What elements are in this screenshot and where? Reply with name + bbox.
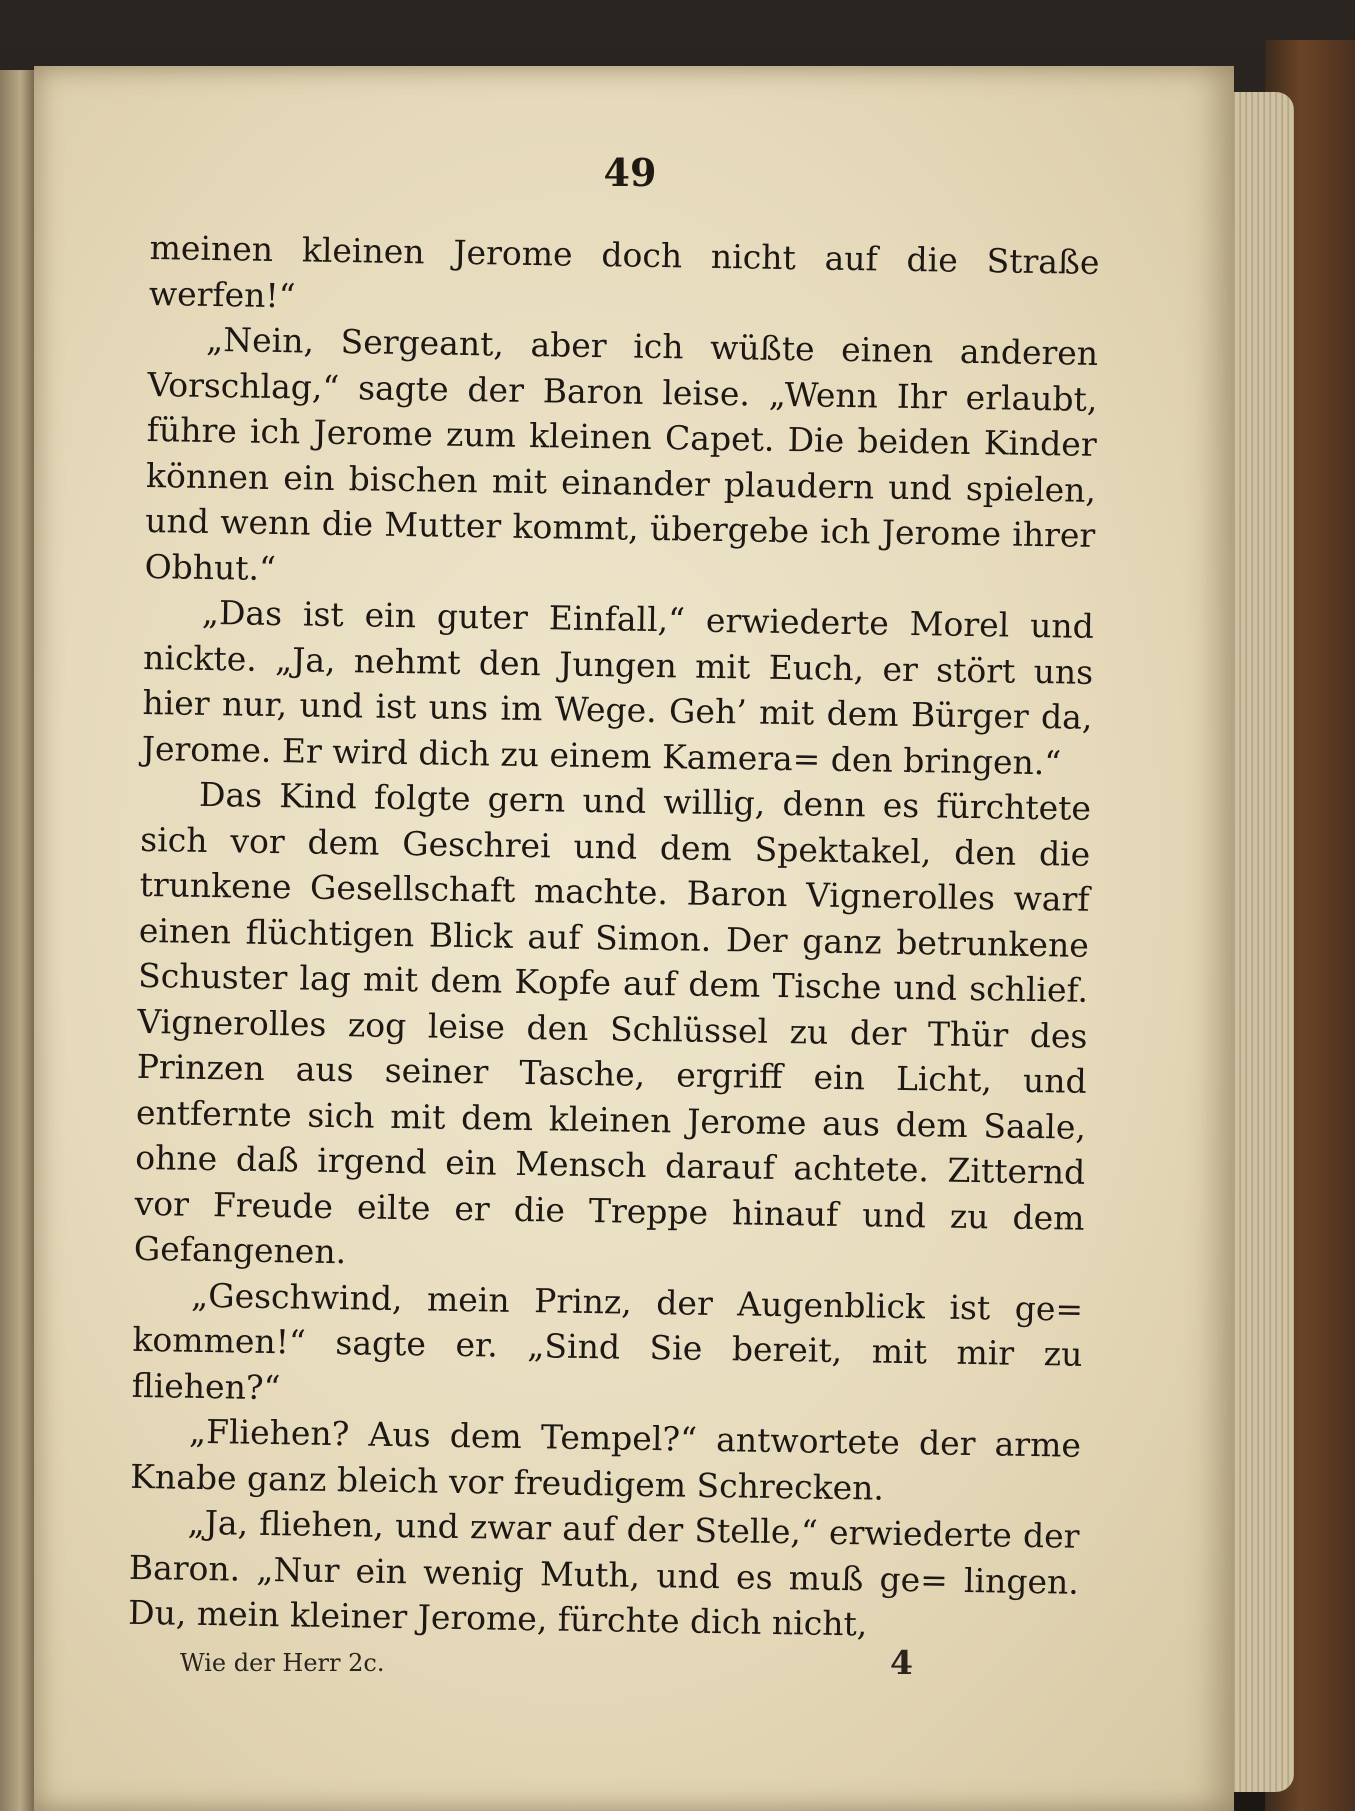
paragraph: meinen kleinen Jerome doch nicht auf die Straße werfen!“ [148, 227, 1100, 315]
page-footer [180, 1643, 1110, 1683]
paragraph: „Nein, Sergeant, aber ich wüßte einen anderen Vorschlag,“ sagte der Baron leise. „Wenn Ihr erlaubt, führe ich Jerome zum kleinen Capet. Die beiden Kinder können ein bischen mit einander plaudern und spielen, und wenn die Mutter kommt, übergebe ich Jerome ihrer Obhut.“ [144, 319, 1099, 588]
paragraph: Das Kind folgte gern und willig, denn es fürchtete sich vor dem Geschrei und dem Spektakel, den die trunkene Gesellschaft machte. Baron Vignerolles warf einen flüchtigen Blick auf Simon. Der ganz betrunkene Schuster lag mit dem Kopfe auf dem Tische und schlief. Vignerolles zog leise den Schlüssel zu der Thür des Prinzen aus seiner Tasche, ergriff ein Licht, und entfernte sich mit dem kleinen Jerome aus dem Saale, ohne daß irgend ein Mensch darauf achtete. Zitternd vor Freude eilte er die Treppe hinauf und zu dem Gefangenen. [133, 774, 1092, 1272]
paragraph: „Das ist ein guter Einfall,“ erwiederte Morel und nickte. „Ja, nehmt den Jungen mit Euch, er stört uns hier nur, und ist uns im Wege. Geh’ mit dem Bürger da, Jerome. Er wird dich zu einem Kamera= den bringen.“ [141, 592, 1095, 782]
previous-page-edge [0, 70, 34, 1811]
paragraph: „Geschwind, mein Prinz, der Augenblick ist ge= kommen!“ sagte er. „Sind Sie bereit, mit mir zu fliehen?“ [131, 1275, 1084, 1407]
sheet-number: 4 [890, 1643, 913, 1682]
body-text [128, 225, 1100, 1650]
paragraph: „Ja, fliehen, und zwar auf der Stelle,“ erwiederte der Baron. „Nur ein wenig Muth, und es muß ge= lingen. Du, mein kleiner Jerome, fürchte dich nicht, [127, 1502, 1080, 1644]
page-number: 49 [603, 150, 657, 195]
paragraph: „Fliehen? Aus dem Tempel?“ antwortete der arme Knabe ganz bleich vor freudigem Schrecken. [130, 1411, 1082, 1508]
signature-mark: Wie der Herr 2c. [180, 1649, 385, 1677]
